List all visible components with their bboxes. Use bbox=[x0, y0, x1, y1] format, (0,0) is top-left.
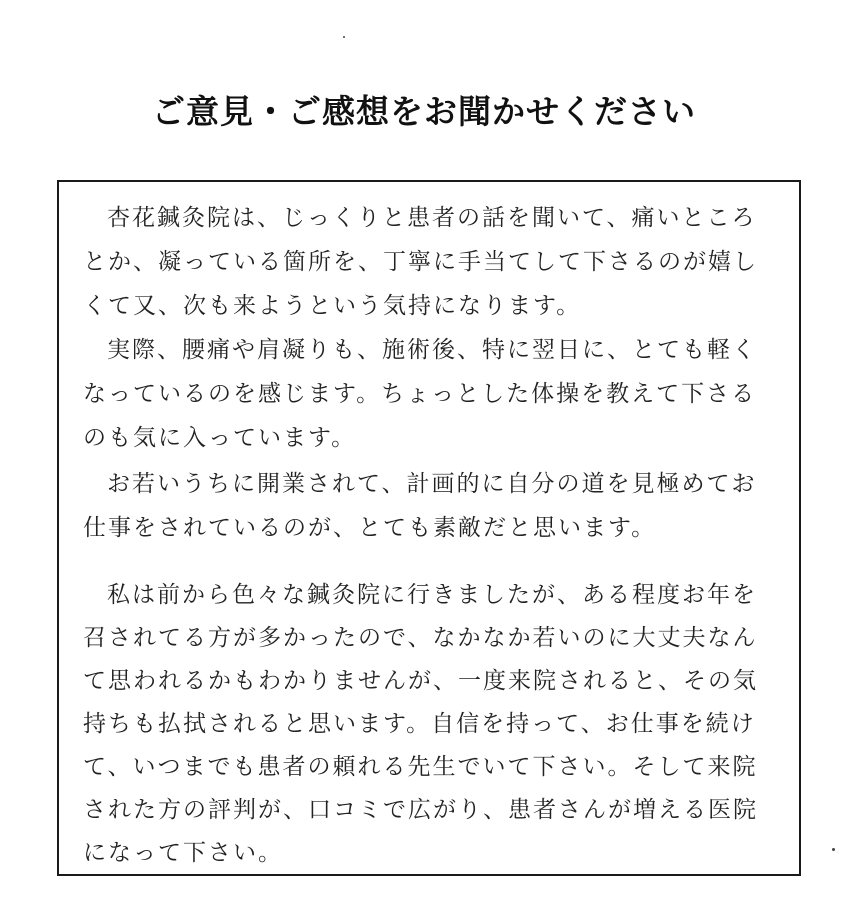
comment-paragraph-4: 私は前から色々な鍼灸院に行きましたが、ある程度お年を召されてる方が多かったので、なかなか若いのに大丈夫なんて思われるかもわかりませんが、一度来院されると、その気持ちも払拭されると思います。自信を持って、お仕事を続けて、いつまでも患者の頼れる先生でいて下さい。そして来院された方の評判が、口コミで広がり、患者さんが増える医院になって下さい。 bbox=[83, 582, 758, 866]
comment-paragraph-2: 実際、腰痛や肩凝りも、施術後、特に翌日に、とても軽くなっているのを感じます。ちょっとした体操を教えて下さるのも気に入っています。 bbox=[83, 337, 757, 451]
comment-paragraph-3: お若いうちに開業されて、計画的に自分の道を見極めてお仕事をされているのが、とても素敵だと思います。 bbox=[83, 471, 757, 541]
comment-box bbox=[57, 180, 801, 876]
scan-speck bbox=[343, 36, 345, 38]
comment-paragraph-1: 杏花鍼灸院は、じっくりと患者の話を聞いて、痛いところとか、凝っている箇所を、丁寧に手当てして下さるのが嬉しくて又、次も来ようという気持になります。 bbox=[83, 205, 758, 319]
page-title: ご意見・ご感想をお聞かせください bbox=[152, 92, 696, 131]
scan-speck bbox=[832, 848, 835, 851]
